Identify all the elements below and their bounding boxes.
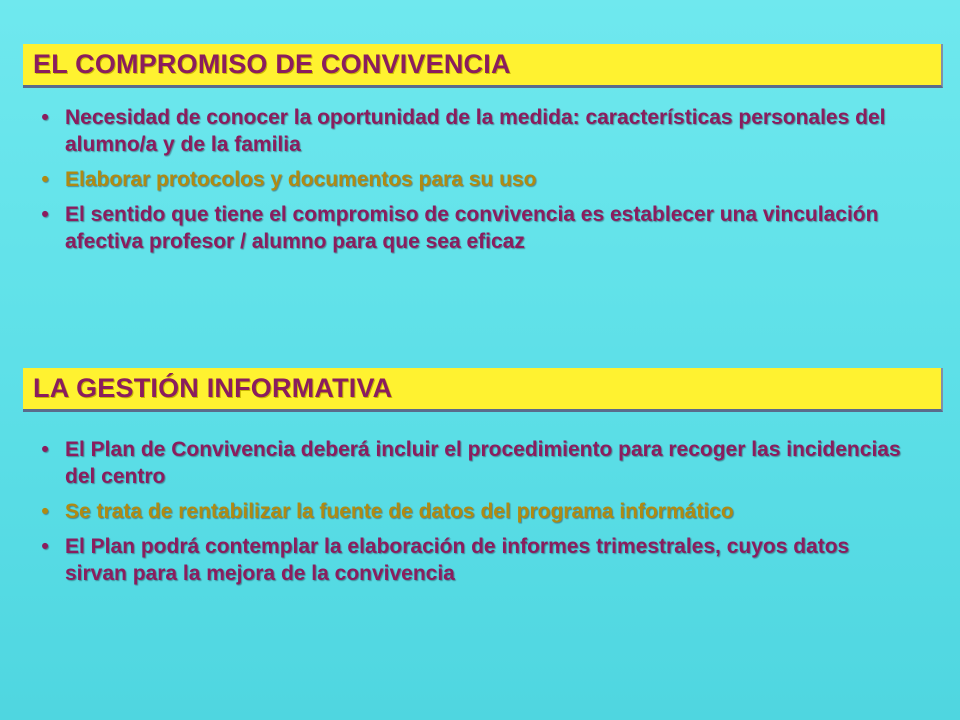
bullet-list-gestion [30, 436, 910, 595]
bullet-item [30, 498, 910, 525]
bullet-icon: • [41, 168, 49, 191]
bullet-list-compromiso [30, 104, 910, 263]
section-title: LA GESTIÓN INFORMATIVA [33, 373, 393, 403]
bullet-text: El Plan de Convivencia deberá incluir el procedimiento para recoger las incidencias del centro [65, 438, 901, 488]
bullet-text: Se trata de rentabilizar la fuente de datos del programa informático [65, 500, 734, 523]
section-heading-compromiso [23, 44, 943, 88]
section-heading-gestion [23, 368, 943, 412]
bullet-icon: • [41, 500, 49, 523]
bullet-text: Necesidad de conocer la oportunidad de la medida: características personales del alumno/a y de la familia [65, 106, 886, 156]
bullet-item [30, 436, 910, 490]
bullet-text: El sentido que tiene el compromiso de convivencia es establecer una vinculación afectiva profesor / alumno para que sea eficaz [65, 203, 879, 253]
bullet-icon: • [41, 535, 49, 558]
bullet-icon: • [41, 106, 49, 129]
bullet-text: El Plan podrá contemplar la elaboración de informes trimestrales, cuyos datos sirvan para la mejora de la convivencia [65, 535, 850, 585]
bullet-icon: • [41, 438, 49, 461]
section-title: EL COMPROMISO DE CONVIVENCIA [33, 49, 511, 79]
bullet-text: Elaborar protocolos y documentos para su uso [65, 168, 537, 191]
bullet-item [30, 104, 910, 158]
bullet-icon: • [41, 203, 49, 226]
bullet-item [30, 533, 910, 587]
bullet-item [30, 166, 910, 193]
bullet-item [30, 201, 910, 255]
